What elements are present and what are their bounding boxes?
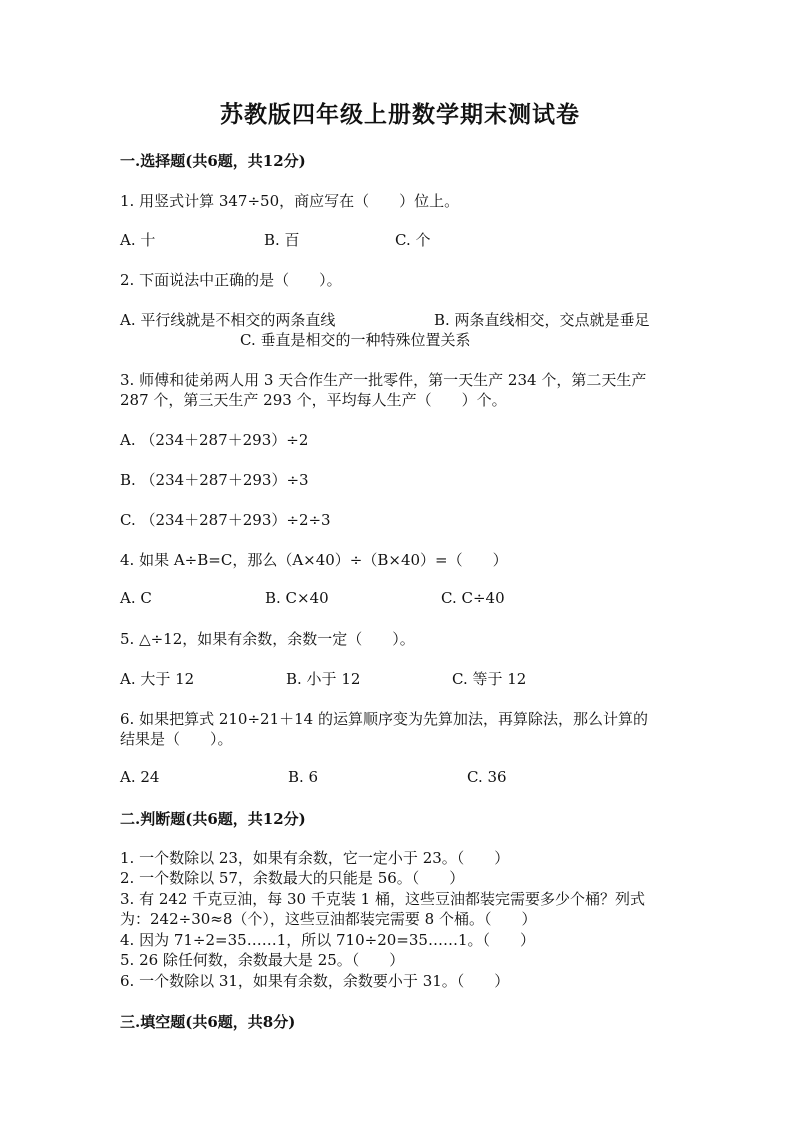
q3-option-a: A. （234＋287＋293）÷2 <box>120 431 309 449</box>
q6-option-c: C. 36 <box>467 768 507 786</box>
q5-option-c: C. 等于 12 <box>452 670 527 688</box>
section-heading-judgement: 二.判断题(共6题，共12分) <box>120 810 306 828</box>
judgement-item-3-line1: 3. 有 242 千克豆油，每 30 千克装 1 桶，这些豆油都装完需要多少个桶？列式 <box>120 890 645 908</box>
q1-option-b: B. 百 <box>264 231 300 249</box>
q6-option-b: B. 6 <box>288 768 319 786</box>
judgement-item-3-line2: 为：242÷30≈8（个），这些豆油都装完需要 8 个桶。（ ） <box>120 910 537 928</box>
question-3-stem-line1: 3. 师傅和徒弟两人用 3 天合作生产一批零件，第一天生产 234 个，第二天生产 <box>120 371 647 389</box>
q3-option-b: B. （234＋287＋293）÷3 <box>120 471 309 489</box>
q1-option-c: C. 个 <box>395 231 431 249</box>
section-heading-choice: 一.选择题(共6题，共12分) <box>120 152 306 170</box>
judgement-item-6: 6. 一个数除以 31，如果有余数，余数要小于 31。（ ） <box>120 972 510 990</box>
question-5-stem: 5. △÷12，如果有余数，余数一定（ ）。 <box>120 630 415 648</box>
q5-option-b: B. 小于 12 <box>286 670 361 688</box>
question-3-stem-line2: 287 个，第三天生产 293 个，平均每人生产（ ）个。 <box>120 391 507 409</box>
q4-option-c: C. C÷40 <box>441 589 505 607</box>
judgement-item-5: 5. 26 除任何数，余数最大是 25。（ ） <box>120 951 405 969</box>
q4-option-a: A. C <box>120 589 152 607</box>
judgement-item-4: 4. 因为 71÷2=35……1，所以 710÷20=35……1。（ ） <box>120 931 535 949</box>
judgement-item-2: 2. 一个数除以 57，余数最大的只能是 56。（ ） <box>120 869 465 887</box>
q2-option-b: B. 两条直线相交，交点就是垂足 <box>434 311 650 329</box>
q1-option-a: A. 十 <box>120 231 156 249</box>
q2-option-c: C. 垂直是相交的一种特殊位置关系 <box>240 331 471 349</box>
judgement-item-1: 1. 一个数除以 23，如果有余数，它一定小于 23。（ ） <box>120 849 510 867</box>
question-1-stem: 1. 用竖式计算 347÷50，商应写在（ ）位上。 <box>120 192 460 210</box>
q3-option-c: C. （234＋287＋293）÷2÷3 <box>120 511 331 529</box>
question-2-stem: 2. 下面说法中正确的是（ ）。 <box>120 271 342 289</box>
question-4-stem: 4. 如果 A÷B=C，那么（A×40）÷（B×40）=（ ） <box>120 551 508 569</box>
q2-option-a: A. 平行线就是不相交的两条直线 <box>120 311 336 329</box>
question-6-stem-line2: 结果是（ ）。 <box>120 730 233 748</box>
question-6-stem-line1: 6. 如果把算式 210÷21＋14 的运算顺序变为先算加法，再算除法，那么计算的 <box>120 710 648 728</box>
q6-option-a: A. 24 <box>120 768 160 786</box>
q5-option-a: A. 大于 12 <box>120 670 195 688</box>
q4-option-b: B. C×40 <box>265 589 329 607</box>
section-heading-fill-blank: 三.填空题(共6题，共8分) <box>120 1013 296 1031</box>
page-title: 苏教版四年级上册数学期末测试卷 <box>220 101 580 128</box>
